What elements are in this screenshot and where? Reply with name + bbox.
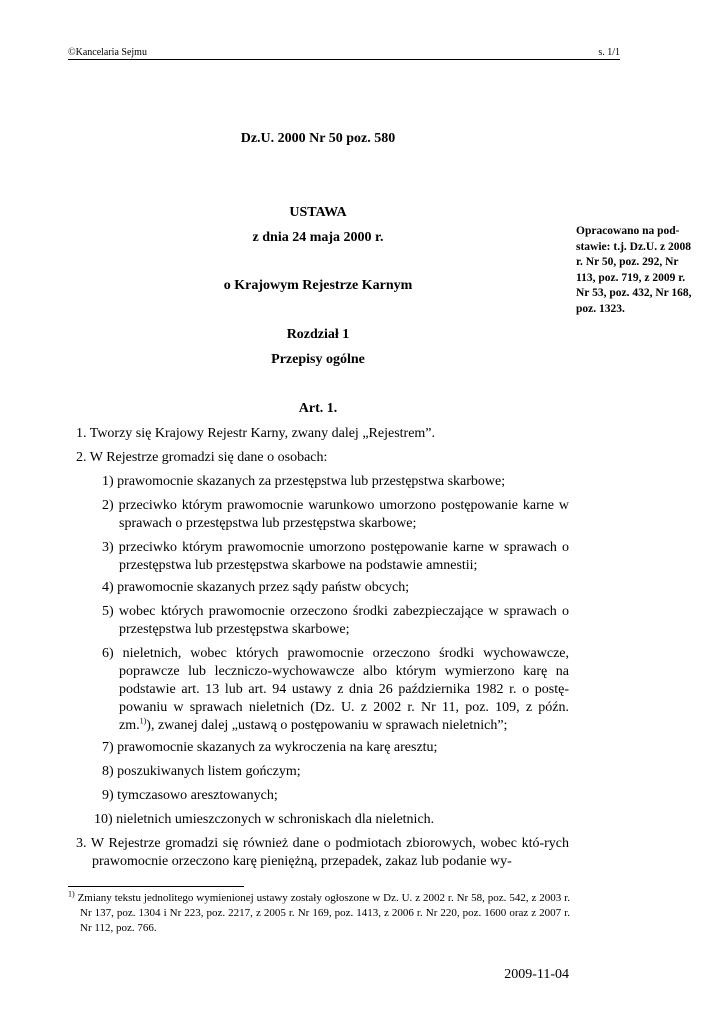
list-item: 7) prawomocnie skazanych za wykroczenia na karę aresztu; <box>102 740 438 755</box>
footnote-divider <box>68 886 244 887</box>
list-item: 2) przeciwko którym prawomocnie warunkowo umorzono postępowanie karne w sprawach o przestępstwa lub przestępstwa skarbowe; <box>102 498 569 531</box>
chapter-number: Rozdział 1 <box>286 327 350 342</box>
paragraph-1: 1. Tworzy się Krajowy Rejestr Karny, zwany dalej „Rejestrem”. <box>76 426 436 441</box>
list-item: 4) prawomocnie skazanych przez sądy państw obcych; <box>102 580 410 595</box>
paragraph-2: 2. W Rejestrze gromadzi się dane o osobach: <box>76 450 328 465</box>
page-header <box>68 48 620 60</box>
list-item: 1) prawomocnie skazanych za przestępstwa lub przestępstwa skarbowe; <box>102 474 506 489</box>
act-date: z dnia 24 maja 2000 r. <box>252 230 384 245</box>
chapter-title: Przepisy ogólne <box>271 352 365 367</box>
header-publisher: ©Kancelaria Sejmu <box>68 47 147 58</box>
list-item: 9) tymczasowo aresztowanych; <box>102 788 278 803</box>
article-heading: Art. 1. <box>298 401 338 416</box>
item-6-tail: ), zwanej dalej „ustawą o postępowaniu w sprawach nieletnich”; <box>146 718 508 733</box>
act-type: USTAWA <box>289 205 347 220</box>
header-page-number: s. 1/1 <box>598 47 620 58</box>
list-item: 10) nieletnich umieszczonych w schroniskach dla nieletnich. <box>94 812 435 827</box>
footnote-text: Zmiany tekstu jednolitego wymienionej ustawy zostały ogłoszone w Dz. U. z 2002 r. Nr 58, poz. 542, z 2003 r. Nr 137, poz. 1304 i Nr 223, poz. 2217, z 2005 r. Nr 169, poz. 1413, z 2006 r. Nr 220, poz. 1600 oraz z 2007 r. Nr 112, poz. 766. <box>74 892 570 934</box>
act-title: o Krajowym Rejestrze Karnym <box>223 278 413 293</box>
list-item: 5) wobec których prawomocnie orzeczono środki zabezpieczające w sprawach o przestępstwa lub przestępstwa skarbowe; <box>102 604 569 637</box>
footer-date: 2009-11-04 <box>504 967 569 982</box>
source-reference: Dz.U. 2000 Nr 50 poz. 580 <box>240 131 396 146</box>
footnote-reference[interactable]: 1) <box>139 716 147 726</box>
list-item: 8) poszukiwanych listem gończym; <box>102 764 301 779</box>
paragraph-3: 3. W Rejestrze gromadzi się również dane o podmiotach zbiorowych, wobec któ-rych prawomocnie orzeczono karę pieniężną, przepadek, zakaz lub podanie wy- <box>76 836 569 869</box>
list-item: 3) przeciwko którym prawomocnie umorzono postępowanie karne w sprawach o przestępstwa lub przestępstwa skarbowe na podstawie amnestii; <box>102 540 569 573</box>
side-note: Opracowano na pod-stawie: t.j. Dz.U. z 2008 r. Nr 50, poz. 292, Nr 113, poz. 719, z 2009 r. Nr 53, poz. 432, Nr 168, poz. 1323. <box>576 225 692 315</box>
list-item-6 <box>102 645 569 735</box>
footnote <box>68 891 570 936</box>
footnote-marker: 1) <box>68 889 75 899</box>
item-6-text: 6) nieletnich, wobec których prawomocnie orzeczono środki wychowawcze, poprawcze lub leczniczo-wychowawcze albo którym wymierzono karę na podstawie art. 13 lub art. 94 ustawy z dnia 26 października 1982 r. o postę-powaniu w sprawach nieletnich (Dz. U. z 2002 r. Nr 11, poz. 109, z późn. zm. <box>102 646 569 733</box>
